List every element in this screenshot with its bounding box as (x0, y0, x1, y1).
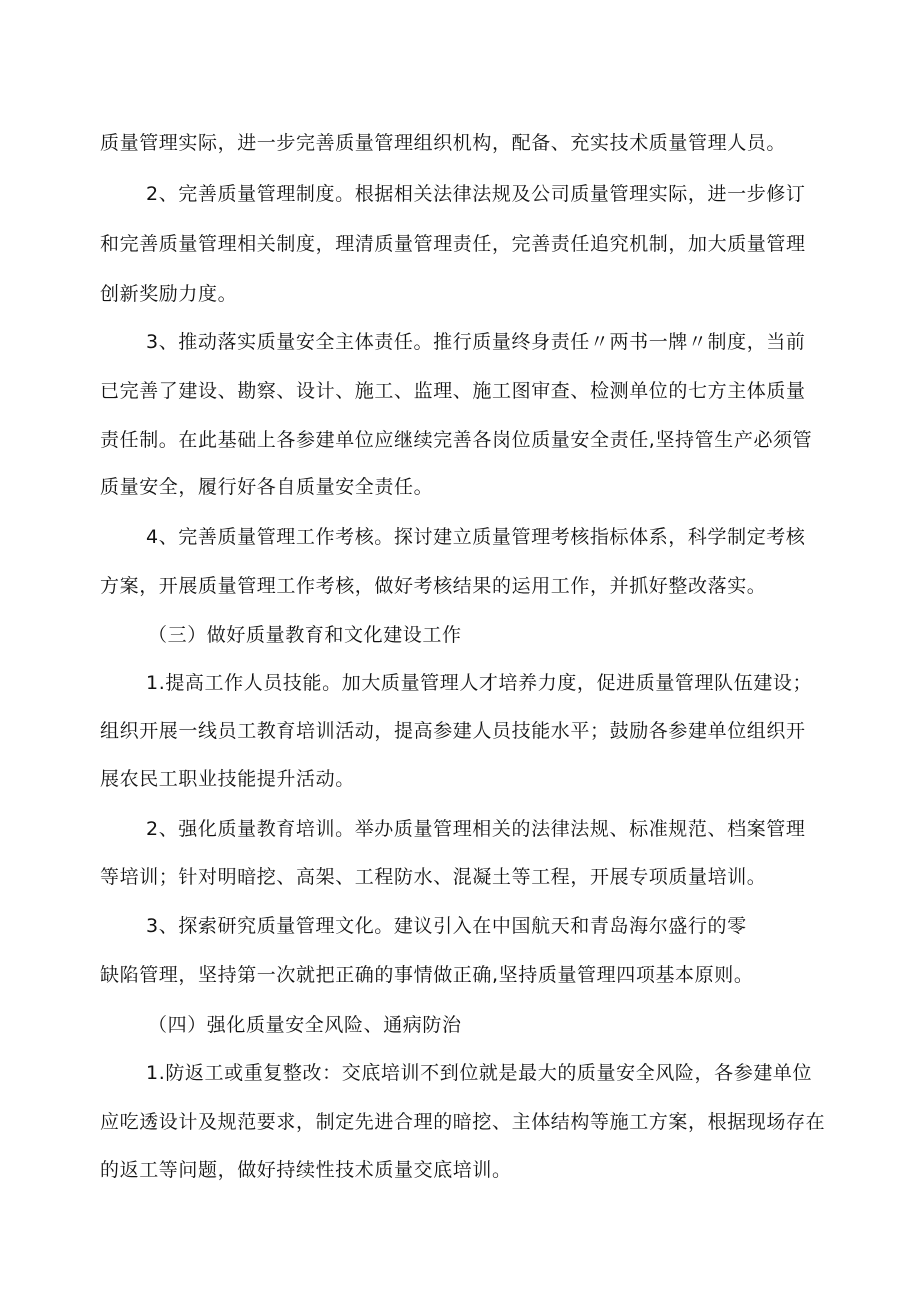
text-line: 4、完善质量管理工作考核。探讨建立质量管理考核指标体系，科学制定考核 (146, 526, 806, 548)
text-line: 3、探索研究质量管理文化。建议引入在中国航天和青岛海尔盛行的零 (146, 915, 747, 937)
text-line: 责任制。在此基础上各参建单位应继续完善各岗位质量安全责任,坚持管生产必须管 (100, 429, 813, 451)
text-line: 创新奖励力度。 (100, 283, 238, 305)
section-heading: （三）做好质量教育和文化建设工作 (148, 624, 462, 646)
text-line: 应吃透设计及规范要求，制定先进合理的暗挖、主体结构等施工方案，根据现场存在 (100, 1111, 826, 1133)
text-line: 1.防返工或重复整改：交底培训不到位就是最大的质量安全风险，各参建单位 (146, 1062, 813, 1084)
text-line: 和完善质量管理相关制度，理清质量管理责任，完善责任追究机制，加大质量管理 (100, 233, 806, 255)
text-line: 展农民工职业技能提升活动。 (100, 768, 355, 790)
text-line: 已完善了建设、勘察、设计、施工、监理、施工图审查、检测单位的七方主体质量 (100, 380, 806, 402)
text-line: 质量安全，履行好各自质量安全责任。 (100, 476, 434, 498)
text-line: 3、推动落实质量安全主体责任。推行质量终身责任〃两书一牌〃制度，当前 (146, 331, 806, 353)
text-line: 2、强化质量教育培训。举办质量管理相关的法律法规、标准规范、档案管理 (146, 818, 806, 840)
text-line: 方案，开展质量管理工作考核，做好考核结果的运用工作，并抓好整改落实。 (100, 575, 767, 597)
text-line: 缺陷管理，坚持第一次就把正确的事情做正确,坚持质量管理四项基本原则。 (100, 964, 754, 986)
text-line: 质量管理实际，进一步完善质量管理组织机构，配备、充实技术质量管理人员。 (100, 132, 787, 154)
text-line: 2、完善质量管理制度。根据相关法律法规及公司质量管理实际，进一步修订 (146, 183, 806, 205)
text-line: 等培训；针对明暗挖、高架、工程防水、混凝土等工程，开展专项质量培训。 (100, 866, 767, 888)
text-line: 组织开展一线员工教育培训活动，提高参建人员技能水平；鼓励各参建单位组织开 (100, 720, 806, 742)
section-heading: （四）强化质量安全风险、通病防治 (148, 1014, 462, 1036)
text-line: 的返工等问题，做好持续性技术质量交底培训。 (100, 1159, 512, 1181)
text-line: 1.提高工作人员技能。加大质量管理人才培养力度，促进质量管理队伍建设； (146, 672, 813, 694)
